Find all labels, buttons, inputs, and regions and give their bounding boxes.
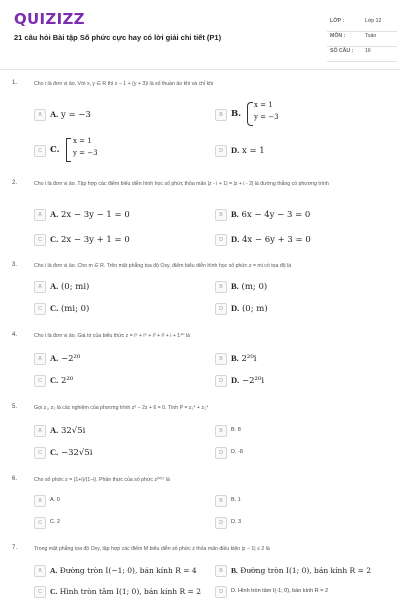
question-text: Cho i là đơn vị ảo. Cho m ∈ R. Trên mặt phẳng tọa độ Oxy, điểm biểu diễn hình học số phức z = mi có tọa độ là [34,263,292,269]
option-text: C. −32√5i [50,447,93,458]
equation-line: y = −3 [73,149,98,157]
brace-icon [247,102,253,126]
option-text: C. 2 [50,519,61,525]
question-text: Cho i là đơn vị ảo. Tập hợp các điểm biểu diễn hình học số phức thỏa mãn |z - i + 1| = |z + i - 2| là đường thẳng có phương trình [34,181,329,187]
option-text: C. 2²⁰ [50,375,74,386]
option-text: D. Hình tròn tâm I(-1; 0), bán kính R = 2 [231,588,329,594]
meta-row-count [327,47,397,62]
option-key: D [215,303,227,315]
question-number: 5. [12,404,18,410]
option-letter: C. [50,145,60,155]
option-text: A. 32√5i [50,425,86,436]
option-text: B. (m; 0) [231,281,268,292]
option-key: C [34,145,46,157]
option-key: B [215,109,227,121]
question-number: 6. [12,476,18,482]
option-text: D. 3 [231,519,242,525]
bracket-icon [66,138,71,162]
option-text: D. −2²⁰i [231,375,265,386]
option-key: A [34,495,46,507]
option-text: A. Đường tròn I(−1; 0), bán kính R = 4 [50,566,197,575]
option-key: A [34,281,46,293]
equation-line: y = −3 [254,113,279,121]
question-number: 4. [12,332,18,338]
option-text: B. Đường tròn I(1; 0), bán kính R = 2 [231,566,372,575]
equation-line: x = 1 [254,101,273,109]
option-key: D [215,375,227,387]
option-key: B [215,353,227,365]
option-text: C. 2x − 3y + 1 = 0 [50,234,130,245]
question-number: 7. [12,545,18,551]
option-key: A [34,565,46,577]
option-key: D [215,517,227,529]
meta-label: SỐ CÂU : [330,48,354,54]
question-number: 3. [12,262,18,268]
question-text: Gọi z₁, z₂ là các nghiệm của phương trình z² − 2z + 6 = 0. Tính P = z₁⁴ + z₂⁴ [34,405,209,411]
question-text: Trong mặt phẳng tọa độ Oxy, tập hợp các điểm M biểu diễn số phức z thỏa mãn điều kiện |z − 1| ≤ 2 là [34,546,270,552]
equation-line: x = 1 [73,137,92,145]
option-key: B [215,209,227,221]
option-text: A. y = −3 [50,109,91,120]
option-key: C [34,517,46,529]
quizizz-logo: QUIZIZZ [14,10,85,28]
option-text: A. 2x − 3y − 1 = 0 [50,209,130,220]
option-key: B [215,565,227,577]
option-text: B. 1 [231,497,241,503]
option-key: A [34,425,46,437]
meta-row-class [327,17,397,32]
option-text: A. 0 [50,497,60,503]
option-text: A. −2²⁰ [50,353,81,364]
question-text: Cho i là đơn vị ảo. Với x, y ∈ R thì x − 1 + (y + 3)i là số thuần ảo khi và chỉ khi [34,81,214,87]
option-key: C [34,234,46,246]
option-key: A [34,353,46,365]
worksheet-title: 21 câu hỏi Bài tập Số phức cực hay có lời giải chi tiết (P1) [14,33,222,42]
worksheet-meta [327,17,397,62]
option-key: B [215,425,227,437]
option-key: A [34,209,46,221]
option-text: C. (mi; 0) [50,303,90,314]
option-key: A [34,109,46,121]
option-letter: B. [231,109,242,119]
question-text: Cho i là đơn vị ảo. Giá trị của biểu thức z = i⁵ + i⁴ + i³ + i² + i + 1⁴⁰ là [34,333,190,339]
meta-label: MÔN : [330,33,346,39]
option-text: B. 2²⁰i [231,353,257,364]
option-text: D. -8 [231,449,243,455]
question-number: 2. [12,180,18,186]
option-text: B. 6x − 4y − 3 = 0 [231,209,311,220]
option-key: D [215,447,227,459]
option-text: D. x = 1 [231,145,265,156]
meta-value: 16 [365,48,371,54]
option-key: C [34,303,46,315]
option-key: D [215,145,227,157]
option-text: A. (0; mi) [50,281,90,292]
meta-value: Lớp 12 [365,18,382,24]
option-text: B. 8 [231,427,241,433]
question-text: Cho số phức z = (1+i)/(1−i). Phần thực của số phức z²⁰¹⁷ là [34,477,170,483]
option-key: B [215,281,227,293]
option-key: C [34,586,46,598]
meta-row-subject [327,32,397,47]
meta-label: LỚP : [330,18,345,24]
meta-value: Toán [365,33,377,39]
option-text: D. (0; m) [231,303,268,314]
option-key: B [215,495,227,507]
option-key: D [215,234,227,246]
option-key: C [34,375,46,387]
header-divider [0,69,400,70]
option-key: C [34,447,46,459]
question-number: 1. [12,80,18,86]
option-text: D. 4x − 6y + 3 = 0 [231,234,311,245]
option-key: D [215,586,227,598]
option-text: C. Hình tròn tâm I(1; 0), bán kính R = 2 [50,587,201,596]
worksheet-header [0,0,400,70]
